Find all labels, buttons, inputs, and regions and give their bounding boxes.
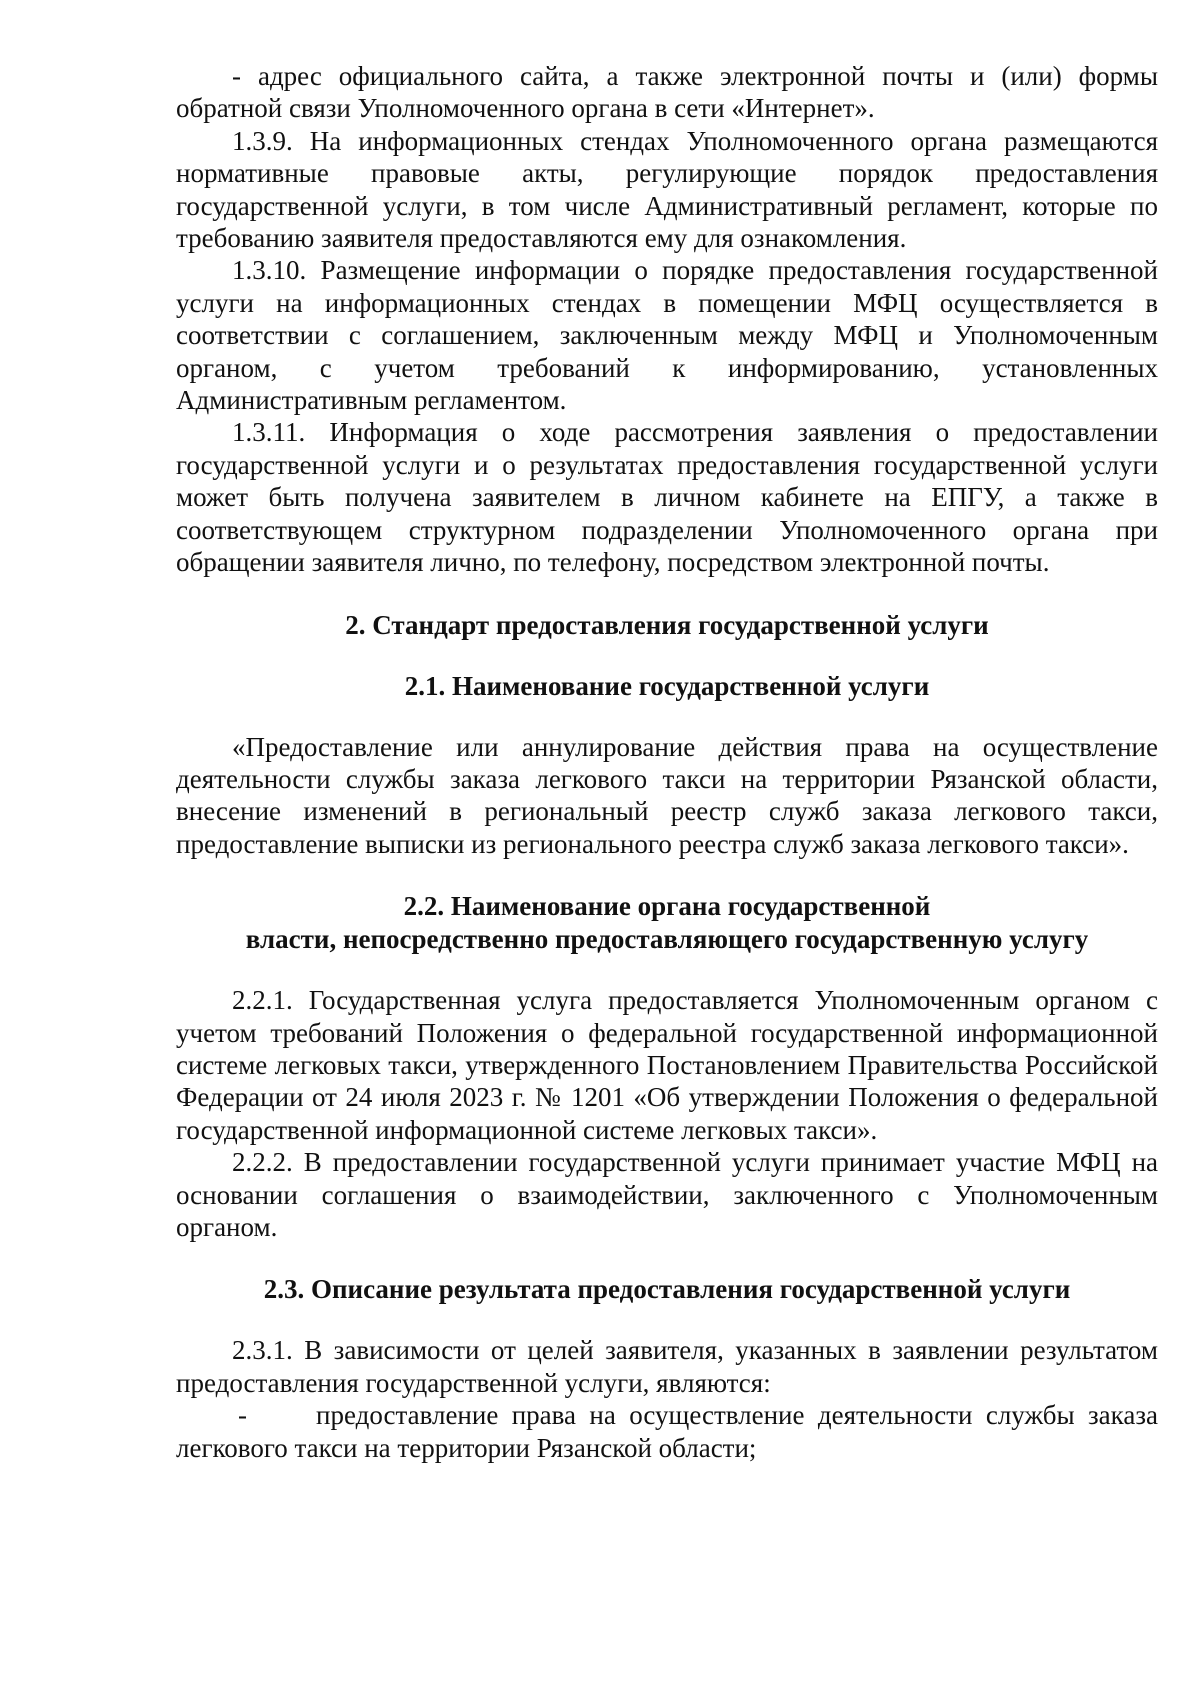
document-body	[176, 60, 1158, 1464]
section-2-2-heading-line2: власти, непосредственно предоставляющего государственную услугу	[245, 924, 1089, 955]
list-item-result	[176, 1399, 1158, 1464]
section-2-1-heading: 2.1. Наименование государственной услуги	[404, 670, 930, 701]
paragraph-2-3-1: 2.3.1. В зависимости от целей заявителя, указанных в заявлении результатом предоставления государственной услуги, являются:	[176, 1335, 1158, 1398]
paragraph-2-2-2: 2.2.2. В предоставлении государственной услуги принимает участие МФЦ на основании соглашения о взаимодействии, заключенного с Уполномоченным органом.	[176, 1147, 1158, 1242]
paragraph-1-3-9: 1.3.9. На информационных стендах Уполномоченного органа размещаются нормативные правовые акты, регулирующие порядок предоставления государственной услуги, в том числе Административный регламент, которые по требованию заявителя предоставляются ему для ознакомления.	[176, 125, 1158, 254]
section-2-heading: 2. Стандарт предоставления государственной услуги	[345, 609, 989, 640]
list-item-text: предоставление права на осуществление деятельности службы заказа легкового такси на территории Рязанской области;	[176, 1400, 1158, 1463]
paragraph-website-address: - адрес официального сайта, а также электронной почты и (или) формы обратной связи Уполномоченного органа в сети «Интернет».	[176, 61, 1158, 124]
paragraph-service-name: «Предоставление или аннулирование действия права на осуществление деятельности службы заказа легкового такси на территории Рязанской области, внесение изменений в региональный реестр служб заказа легкового такси, предоставление выписки из регионального реестра служб заказа легкового такси».	[176, 731, 1158, 859]
paragraph-2-2-1: 2.2.1. Государственная услуга предоставляется Уполномоченным органом с учетом требований Положения о федеральной государственной информационной системе легковых такси, утвержденного Постановлением Правительства Российской Федерации от 24 июля 2023 г. № 1201 «Об утверждении Положения о федеральной государственной информационной системе легковых такси».	[176, 985, 1158, 1145]
paragraph-1-3-11: 1.3.11. Информация о ходе рассмотрения заявления о предоставлении государственной услуги и о результатах предоставления государственной услуги может быть получена заявителем в личном кабинете на ЕПГУ, а также в соответствующем структурном подразделении Уполномоченного органа при обращении заявителя лично, по телефону, посредством электронной почты.	[176, 417, 1158, 578]
list-item-dash: -	[238, 1400, 247, 1431]
section-2-3-heading: 2.3. Описание результата предоставления государственной услуги	[263, 1274, 1071, 1305]
paragraph-1-3-10: 1.3.10. Размещение информации о порядке предоставления государственной услуги на информационных стендах в помещении МФЦ осуществляется в соответствии с соглашением, заключенным между МФЦ и Уполномоченным органом, с учетом требований к информированию, установленных Административным регламентом.	[176, 255, 1158, 416]
section-2-2-heading-line1: 2.2. Наименование органа государственной	[403, 891, 931, 922]
section-2-2-heading	[176, 890, 1158, 956]
